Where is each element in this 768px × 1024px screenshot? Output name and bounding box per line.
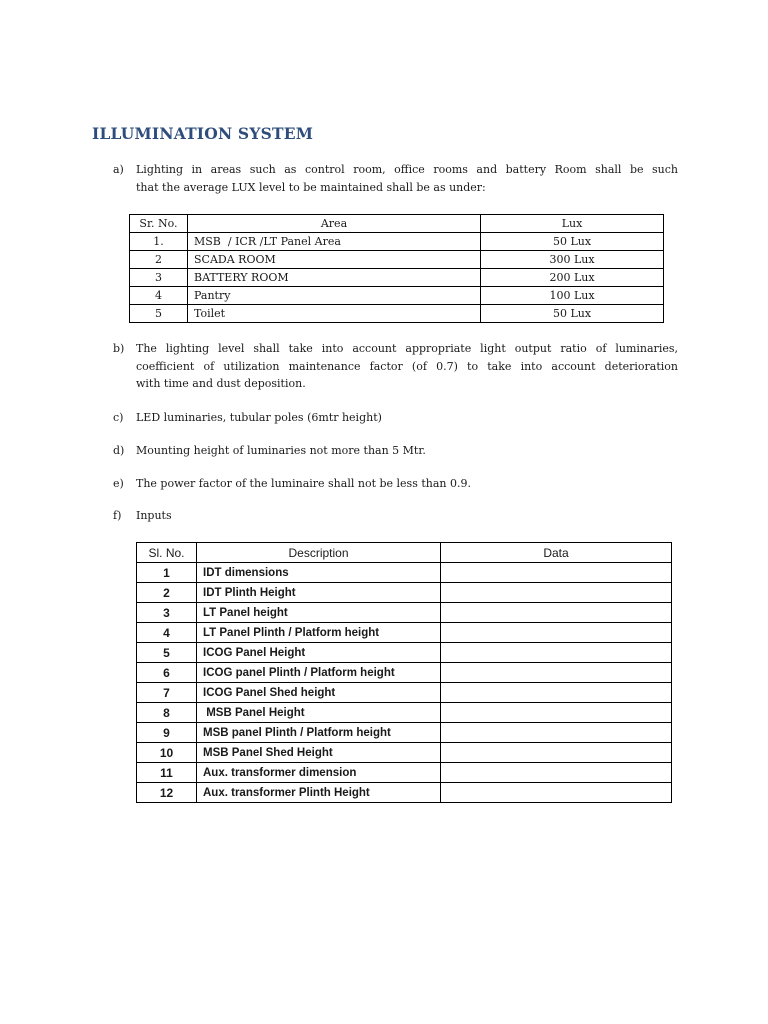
inputs-table [136,542,672,803]
list-item-c [113,409,678,427]
cell-sl-no: 1 [137,563,197,583]
cell-description: IDT dimensions [197,563,441,583]
table-row [137,723,672,743]
list-item-text: The power factor of the luminaire shall not be less than 0.9. [136,477,471,490]
list-marker: b) [113,342,125,355]
cell-area: BATTERY ROOM [188,269,481,287]
table-row [130,251,664,269]
cell-sl-no: 5 [137,643,197,663]
cell-data[interactable] [441,563,672,583]
list-marker: d) [113,444,125,457]
cell-description: ICOG Panel Height [197,643,441,663]
list-item-text: Mounting height of luminaries not more than 5 Mtr. [136,444,426,457]
list-item-a [113,161,678,196]
cell-data[interactable] [441,643,672,663]
list-item-text [136,340,678,393]
table-row [137,663,672,683]
text-line: with time and dust deposition. [136,377,306,390]
table-row [137,783,672,803]
list-item-text: LED luminaries, tubular poles (6mtr height) [136,411,382,424]
list-marker: e) [113,477,124,490]
cell-data[interactable] [441,783,672,803]
cell-data[interactable] [441,603,672,623]
table-row [130,269,664,287]
cell-sl-no: 2 [137,583,197,603]
section-heading: ILLUMINATION SYSTEM [92,124,314,143]
cell-sl-no: 12 [137,783,197,803]
cell-sl-no: 3 [137,603,197,623]
cell-description: Aux. transformer dimension [197,763,441,783]
table-header-row [137,543,672,563]
table-row [137,623,672,643]
cell-data[interactable] [441,743,672,763]
text-line: that the average LUX level to be maintained shall be as under: [136,180,486,194]
column-header-description: Description [197,543,441,563]
table-row [137,603,672,623]
list-item-b [113,340,678,393]
cell-description: MSB panel Plinth / Platform height [197,723,441,743]
table-row [130,305,664,323]
cell-description: ICOG panel Plinth / Platform height [197,663,441,683]
cell-description: LT Panel Plinth / Platform height [197,623,441,643]
table-row [137,703,672,723]
cell-area: Pantry [188,287,481,305]
cell-data[interactable] [441,723,672,743]
cell-lux: 50 Lux [481,305,664,323]
cell-area: MSB / ICR /LT Panel Area [188,233,481,251]
table-row [137,683,672,703]
list-item-d [113,442,678,460]
cell-data[interactable] [441,703,672,723]
table-header-row [130,215,664,233]
column-header-area: Area [188,215,481,233]
cell-area: SCADA ROOM [188,251,481,269]
cell-area: Toilet [188,305,481,323]
list-item-e [113,475,678,493]
cell-lux: 200 Lux [481,269,664,287]
cell-sl-no: 7 [137,683,197,703]
column-header-sr-no: Sr. No. [130,215,188,233]
text-line: The lighting level shall take into account appropriate light output ratio of luminaries, [136,342,678,355]
column-header-sl-no: Sl. No. [137,543,197,563]
cell-sr-no: 4 [130,287,188,305]
column-header-lux: Lux [481,215,664,233]
cell-data[interactable] [441,763,672,783]
table-row [137,743,672,763]
table-row [130,287,664,305]
cell-sr-no: 1. [130,233,188,251]
cell-sl-no: 10 [137,743,197,763]
cell-sl-no: 8 [137,703,197,723]
cell-sr-no: 5 [130,305,188,323]
table-row [130,233,664,251]
text-line: Lighting in areas such as control room, office rooms and battery Room shall be such [136,163,678,176]
list-item-f [113,507,678,525]
cell-description: IDT Plinth Height [197,583,441,603]
cell-sl-no: 4 [137,623,197,643]
cell-lux: 300 Lux [481,251,664,269]
cell-data[interactable] [441,663,672,683]
table-row [137,583,672,603]
cell-description: ICOG Panel Shed height [197,683,441,703]
cell-description: Aux. transformer Plinth Height [197,783,441,803]
lux-level-table [129,214,664,323]
cell-description: MSB Panel Shed Height [197,743,441,763]
cell-data[interactable] [441,583,672,603]
text-line: coefficient of utilization maintenance factor (of 0.7) to take into account deterioration [136,359,678,373]
column-header-data: Data [441,543,672,563]
list-marker: f) [113,509,122,522]
cell-description: LT Panel height [197,603,441,623]
cell-data[interactable] [441,623,672,643]
list-marker: c) [113,411,124,424]
cell-sr-no: 3 [130,269,188,287]
cell-sl-no: 9 [137,723,197,743]
cell-sl-no: 11 [137,763,197,783]
cell-data[interactable] [441,683,672,703]
table-row [137,563,672,583]
cell-description: MSB Panel Height [197,703,441,723]
cell-sr-no: 2 [130,251,188,269]
cell-lux: 100 Lux [481,287,664,305]
cell-lux: 50 Lux [481,233,664,251]
list-item-text: Inputs [136,509,172,522]
cell-sl-no: 6 [137,663,197,683]
table-row [137,763,672,783]
list-marker: a) [113,163,124,176]
list-item-text [136,161,678,196]
table-row [137,643,672,663]
